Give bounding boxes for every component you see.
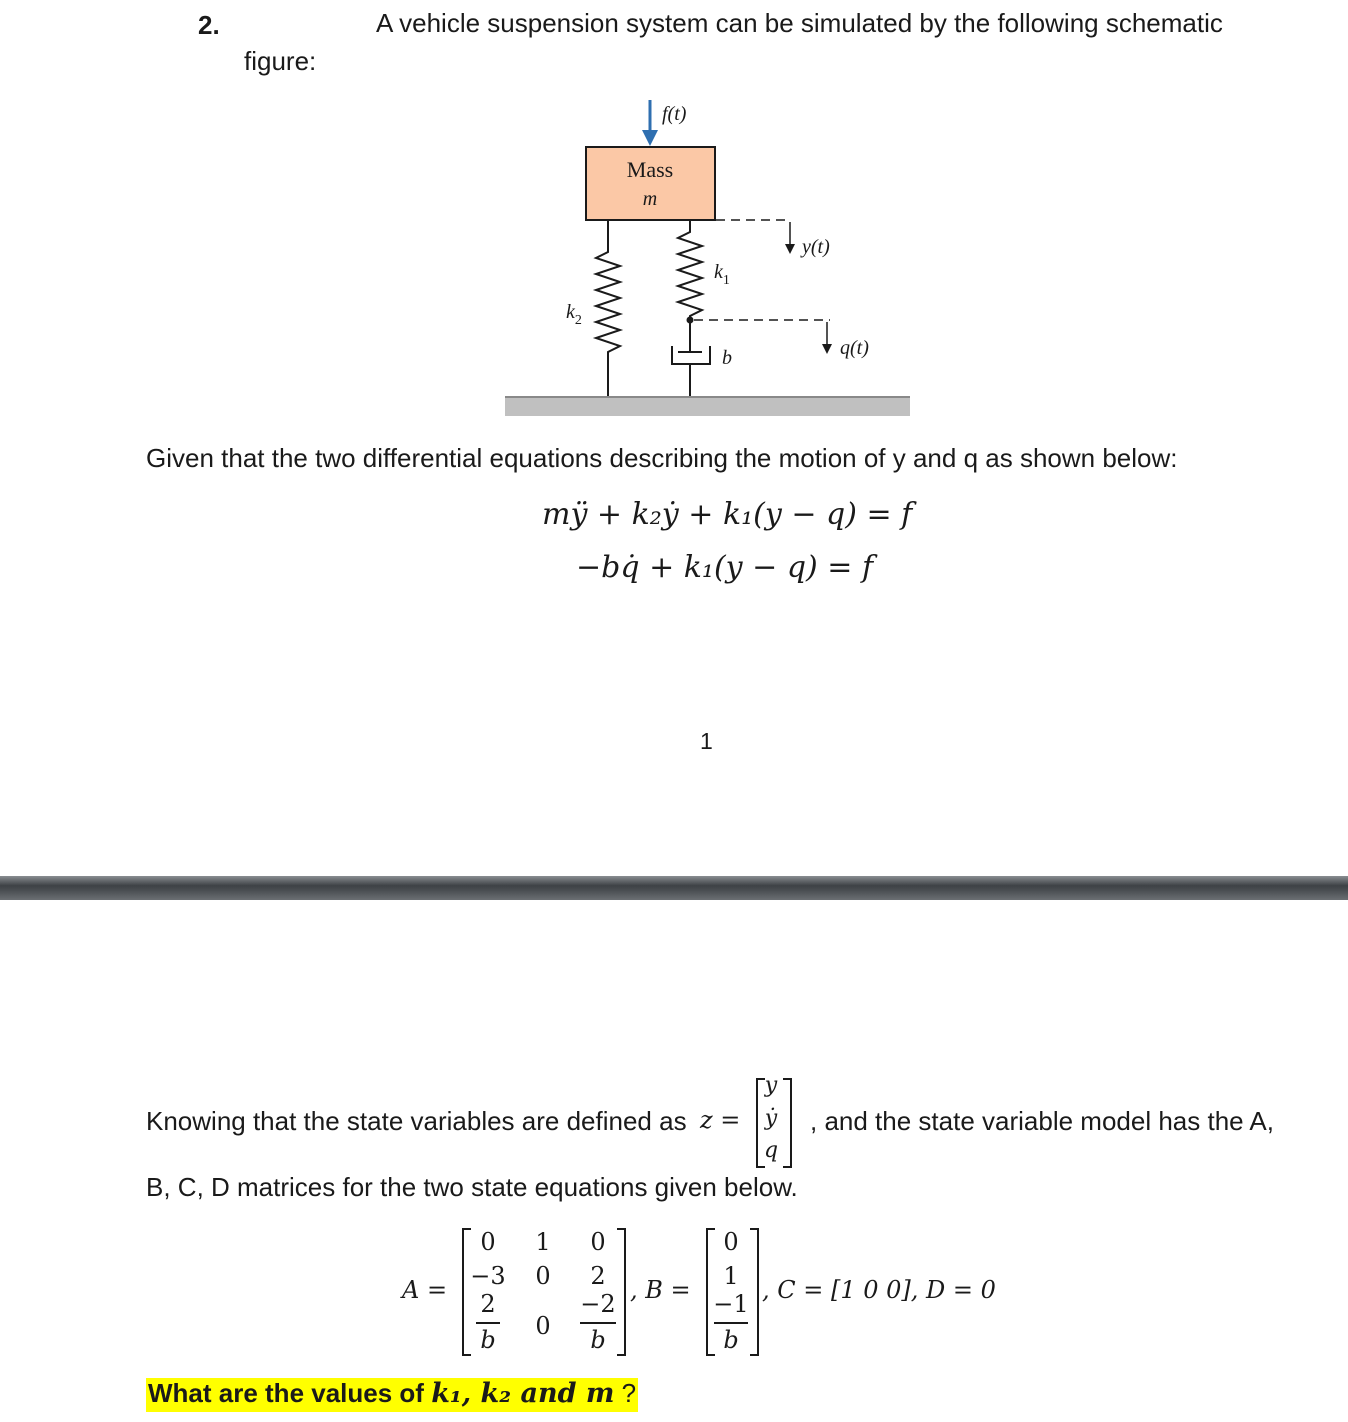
force-arrow-head xyxy=(642,130,658,146)
given-text: Given that the two differential equations describing the motion of y and q as shown below: xyxy=(146,443,1178,473)
matrix-a-label: A = xyxy=(402,1276,448,1304)
state-text-after: , and the state variable model has the A, xyxy=(810,1106,1274,1136)
equation-2: −bq̇ + k₁(y − q) = f xyxy=(576,550,874,585)
mass-symbol: m xyxy=(642,188,658,210)
final-question-vars: k₁, k₂ and m xyxy=(431,1378,615,1409)
spring-k2-label: $k_2$ xyxy=(566,301,582,328)
matrix-a-r1c3: 0 xyxy=(590,1228,606,1256)
matrix-a-r2c3: 2 xyxy=(590,1262,606,1290)
equation-1: mÿ + k₂ẏ + k₁(y − q) = f xyxy=(542,497,913,532)
force-label: f(t) xyxy=(662,103,687,125)
matrix-a-r3c1-den: b xyxy=(480,1326,496,1354)
state-text-line2: B, C, D matrices for the two state equations given below. xyxy=(146,1172,798,1202)
matrix-b-r1: 0 xyxy=(723,1228,739,1256)
z-vector-q: q xyxy=(763,1138,779,1163)
z-label: z = xyxy=(700,1106,741,1134)
matrix-c-d: , C = [1 0 0], D = 0 xyxy=(762,1276,996,1304)
q-label: q(t) xyxy=(840,337,869,359)
spring-k1 xyxy=(678,220,702,320)
matrix-a-r2c2: 0 xyxy=(535,1262,551,1290)
y-label: y(t) xyxy=(802,236,830,258)
spring-k2 xyxy=(596,220,620,398)
state-text-before: Knowing that the state variables are defined as xyxy=(146,1106,687,1136)
page-number: 1 xyxy=(700,728,713,754)
q-arrow-head xyxy=(822,344,832,354)
matrix-a-r3c3-den: b xyxy=(590,1326,606,1354)
page-divider xyxy=(0,876,1348,900)
z-vector-ydot: ẏ xyxy=(764,1106,778,1131)
matrix-b-r3-num: −1 xyxy=(713,1290,749,1318)
final-question-suffix: ? xyxy=(614,1378,637,1408)
matrix-b-r2: 1 xyxy=(723,1262,739,1290)
matrix-a-r1c1: 0 xyxy=(480,1228,496,1256)
matrix-b-r3-bar xyxy=(714,1322,748,1324)
y-arrow-head xyxy=(785,244,795,254)
damper-label: b xyxy=(722,347,732,369)
spring-k1-label: $k_1$ xyxy=(714,261,730,288)
matrix-a-r1c2: 1 xyxy=(535,1228,551,1256)
z-vector-y: y xyxy=(764,1073,778,1098)
matrix-a-r3c1-bar xyxy=(476,1322,500,1324)
mass-label: Mass xyxy=(626,157,674,182)
matrix-a-r3c1-num: 2 xyxy=(480,1290,496,1318)
final-question-prefix: What are the values of xyxy=(148,1378,432,1408)
matrix-a-r3c2: 0 xyxy=(535,1312,551,1340)
question-intro-cont: figure: xyxy=(244,46,317,76)
matrix-b-label: , B = xyxy=(630,1276,691,1304)
final-question xyxy=(146,1378,638,1412)
question-intro: A vehicle suspension system can be simulated by the following schematic xyxy=(376,8,1223,38)
question-number: 2. xyxy=(198,10,220,40)
matrix-a-r3c3-bar xyxy=(580,1322,616,1324)
matrix-a-r2c1: −3 xyxy=(470,1262,506,1290)
matrix-a-r3c3-num: −2 xyxy=(580,1290,616,1318)
suspension-schematic xyxy=(0,0,1348,430)
matrix-b-r3-den: b xyxy=(723,1326,739,1354)
ground xyxy=(505,396,910,416)
